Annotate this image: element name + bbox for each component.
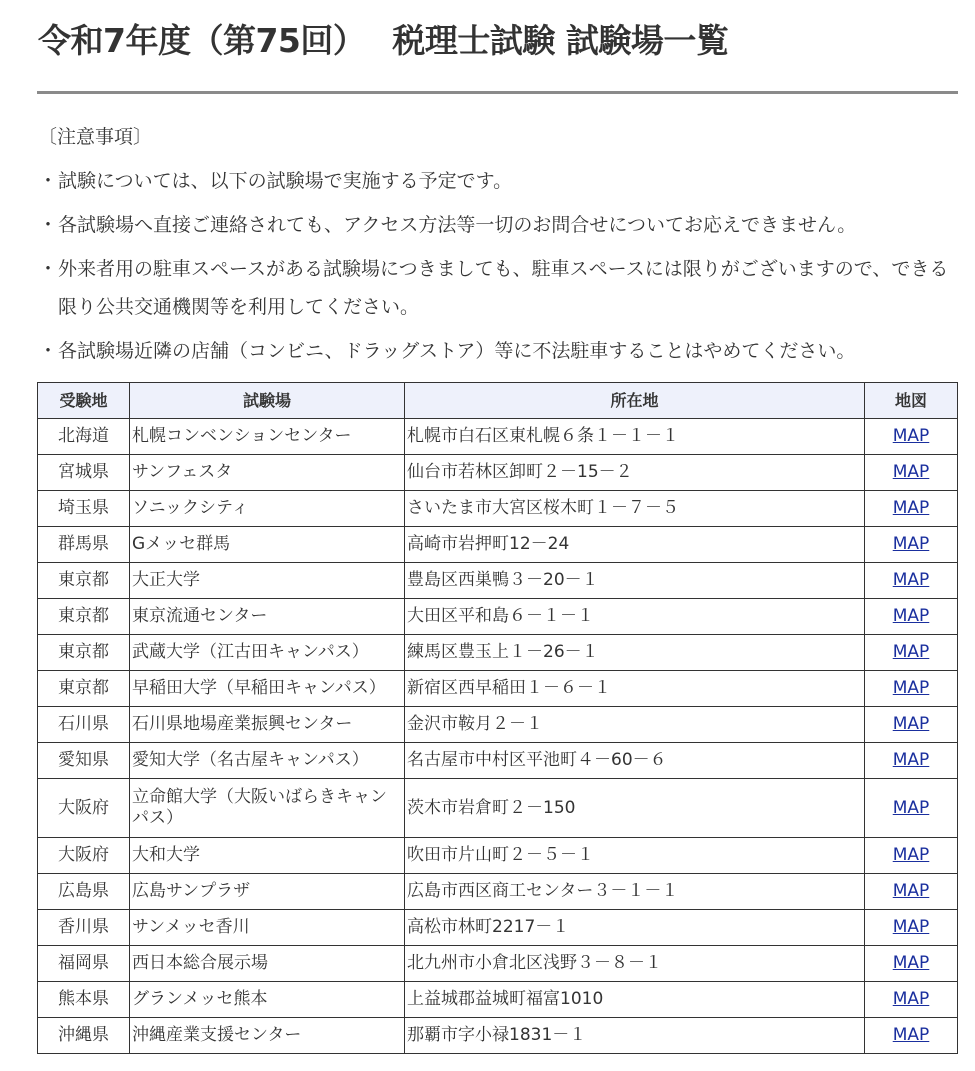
- map-link[interactable]: MAP: [892, 989, 930, 1009]
- prefecture-cell: 東京都: [38, 635, 130, 671]
- prefecture-cell: 宮城県: [38, 455, 130, 491]
- table-header-row: [38, 383, 958, 419]
- table-row: [38, 599, 958, 635]
- table-row: [38, 419, 958, 455]
- address-cell: 札幌市白石区東札幌６条１－１－１: [405, 419, 865, 455]
- table-row: [38, 563, 958, 599]
- map-cell: [865, 527, 958, 563]
- map-link[interactable]: MAP: [892, 714, 930, 734]
- prefecture-cell: 大阪府: [38, 779, 130, 838]
- address-cell: 高崎市岩押町12－24: [405, 527, 865, 563]
- venue-cell: ソニックシティ: [130, 491, 405, 527]
- address-cell: 大田区平和島６－１－１: [405, 599, 865, 635]
- venue-cell: 武蔵大学（江古田キャンパス）: [130, 635, 405, 671]
- map-link[interactable]: MAP: [892, 606, 930, 626]
- table-row: [38, 1018, 958, 1054]
- table-row: [38, 910, 958, 946]
- table-row: [38, 707, 958, 743]
- venue-cell: グランメッセ熊本: [130, 982, 405, 1018]
- table-row: [38, 838, 958, 874]
- prefecture-cell: 東京都: [38, 599, 130, 635]
- note-text: 各試験場近隣の店舗（コンビニ、ドラッグストア）等に不法駐車することはやめてください。: [58, 340, 856, 362]
- page-title: 令和7年度（第75回） 税理士試験 試験場一覧: [38, 21, 729, 60]
- map-link[interactable]: MAP: [892, 498, 930, 518]
- prefecture-cell: 東京都: [38, 563, 130, 599]
- address-cell: 豊島区西巣鴨３－20－１: [405, 563, 865, 599]
- map-link[interactable]: MAP: [892, 953, 930, 973]
- prefecture-cell: 群馬県: [38, 527, 130, 563]
- address-cell: 高松市林町2217－１: [405, 910, 865, 946]
- map-cell: [865, 635, 958, 671]
- map-cell: [865, 491, 958, 527]
- map-cell: [865, 599, 958, 635]
- map-link[interactable]: MAP: [892, 462, 930, 482]
- table-row: [38, 946, 958, 982]
- map-link[interactable]: MAP: [892, 426, 930, 446]
- venue-cell: 西日本総合展示場: [130, 946, 405, 982]
- venue-table: [37, 382, 958, 1054]
- venue-cell: 広島サンプラザ: [130, 874, 405, 910]
- table-row: [38, 455, 958, 491]
- map-cell: [865, 671, 958, 707]
- note-text: 外来者用の駐車スペースがある試験場につきましても、駐車スペースには限りがございますので、できる限り公共交通機関等を利用してください。: [58, 258, 949, 318]
- note-bullet: ・: [38, 258, 58, 280]
- table-row: [38, 635, 958, 671]
- map-link[interactable]: MAP: [892, 917, 930, 937]
- map-link[interactable]: MAP: [892, 678, 930, 698]
- address-cell: 茨木市岩倉町２－150: [405, 779, 865, 838]
- map-link[interactable]: MAP: [892, 845, 930, 865]
- venue-cell: サンフェスタ: [130, 455, 405, 491]
- map-cell: [865, 563, 958, 599]
- prefecture-cell: 香川県: [38, 910, 130, 946]
- column-header-prefecture: 受験地: [38, 383, 130, 419]
- note-bullet: ・: [38, 214, 58, 236]
- note-bullet: ・: [38, 340, 58, 362]
- map-cell: [865, 455, 958, 491]
- venue-cell: 大和大学: [130, 838, 405, 874]
- note-item: [38, 332, 958, 370]
- title-divider: [37, 91, 958, 94]
- venue-cell: 沖縄産業支援センター: [130, 1018, 405, 1054]
- notes-section: [38, 118, 958, 370]
- map-link[interactable]: MAP: [892, 570, 930, 590]
- address-cell: 那覇市字小禄1831－１: [405, 1018, 865, 1054]
- table-row: [38, 527, 958, 563]
- notes-heading: 〔注意事項〕: [38, 126, 153, 148]
- venue-cell: 立命館大学（大阪いばらきキャンパス）: [130, 779, 405, 838]
- venue-cell: Gメッセ群馬: [130, 527, 405, 563]
- prefecture-cell: 福岡県: [38, 946, 130, 982]
- map-cell: [865, 1018, 958, 1054]
- prefecture-cell: 沖縄県: [38, 1018, 130, 1054]
- table-row: [38, 779, 958, 838]
- prefecture-cell: 石川県: [38, 707, 130, 743]
- note-item: [38, 162, 958, 200]
- address-cell: 練馬区豊玉上１－26－１: [405, 635, 865, 671]
- venue-cell: 石川県地場産業振興センター: [130, 707, 405, 743]
- prefecture-cell: 東京都: [38, 671, 130, 707]
- map-link[interactable]: MAP: [892, 534, 930, 554]
- table-row: [38, 671, 958, 707]
- map-cell: [865, 707, 958, 743]
- venue-cell: 早稲田大学（早稲田キャンパス）: [130, 671, 405, 707]
- map-link[interactable]: MAP: [892, 881, 930, 901]
- map-cell: [865, 743, 958, 779]
- map-cell: [865, 779, 958, 838]
- venue-cell: 東京流通センター: [130, 599, 405, 635]
- address-cell: 名古屋市中村区平池町４－60－６: [405, 743, 865, 779]
- prefecture-cell: 大阪府: [38, 838, 130, 874]
- map-cell: [865, 982, 958, 1018]
- table-row: [38, 743, 958, 779]
- address-cell: 広島市西区商工センター３－１－１: [405, 874, 865, 910]
- map-link[interactable]: MAP: [892, 797, 930, 818]
- note-item: [38, 250, 958, 326]
- map-cell: [865, 910, 958, 946]
- column-header-address: 所在地: [405, 383, 865, 419]
- venue-cell: 大正大学: [130, 563, 405, 599]
- venue-cell: 札幌コンベンションセンター: [130, 419, 405, 455]
- map-cell: [865, 419, 958, 455]
- table-row: [38, 491, 958, 527]
- prefecture-cell: 熊本県: [38, 982, 130, 1018]
- prefecture-cell: 広島県: [38, 874, 130, 910]
- address-cell: 吹田市片山町２－５－１: [405, 838, 865, 874]
- address-cell: 新宿区西早稲田１－６－１: [405, 671, 865, 707]
- table-row: [38, 982, 958, 1018]
- table-row: [38, 874, 958, 910]
- address-cell: 仙台市若林区卸町２－15－２: [405, 455, 865, 491]
- column-header-map: 地図: [865, 383, 958, 419]
- note-bullet: ・: [38, 170, 58, 192]
- address-cell: 上益城郡益城町福富1010: [405, 982, 865, 1018]
- address-cell: 金沢市鞍月２－１: [405, 707, 865, 743]
- note-item: [38, 206, 958, 244]
- note-text: 各試験場へ直接ご連絡されても、アクセス方法等一切のお問合せについてお応えできません。: [58, 214, 857, 236]
- prefecture-cell: 埼玉県: [38, 491, 130, 527]
- map-cell: [865, 946, 958, 982]
- prefecture-cell: 愛知県: [38, 743, 130, 779]
- map-link[interactable]: MAP: [892, 750, 930, 770]
- note-text: 試験については、以下の試験場で実施する予定です。: [58, 170, 513, 192]
- venue-cell: 愛知大学（名古屋キャンパス）: [130, 743, 405, 779]
- prefecture-cell: 北海道: [38, 419, 130, 455]
- venue-cell: サンメッセ香川: [130, 910, 405, 946]
- address-cell: 北九州市小倉北区浅野３－８－１: [405, 946, 865, 982]
- map-link[interactable]: MAP: [892, 1025, 930, 1045]
- column-header-venue: 試験場: [130, 383, 405, 419]
- map-cell: [865, 838, 958, 874]
- map-cell: [865, 874, 958, 910]
- address-cell: さいたま市大宮区桜木町１－７－５: [405, 491, 865, 527]
- map-link[interactable]: MAP: [892, 642, 930, 662]
